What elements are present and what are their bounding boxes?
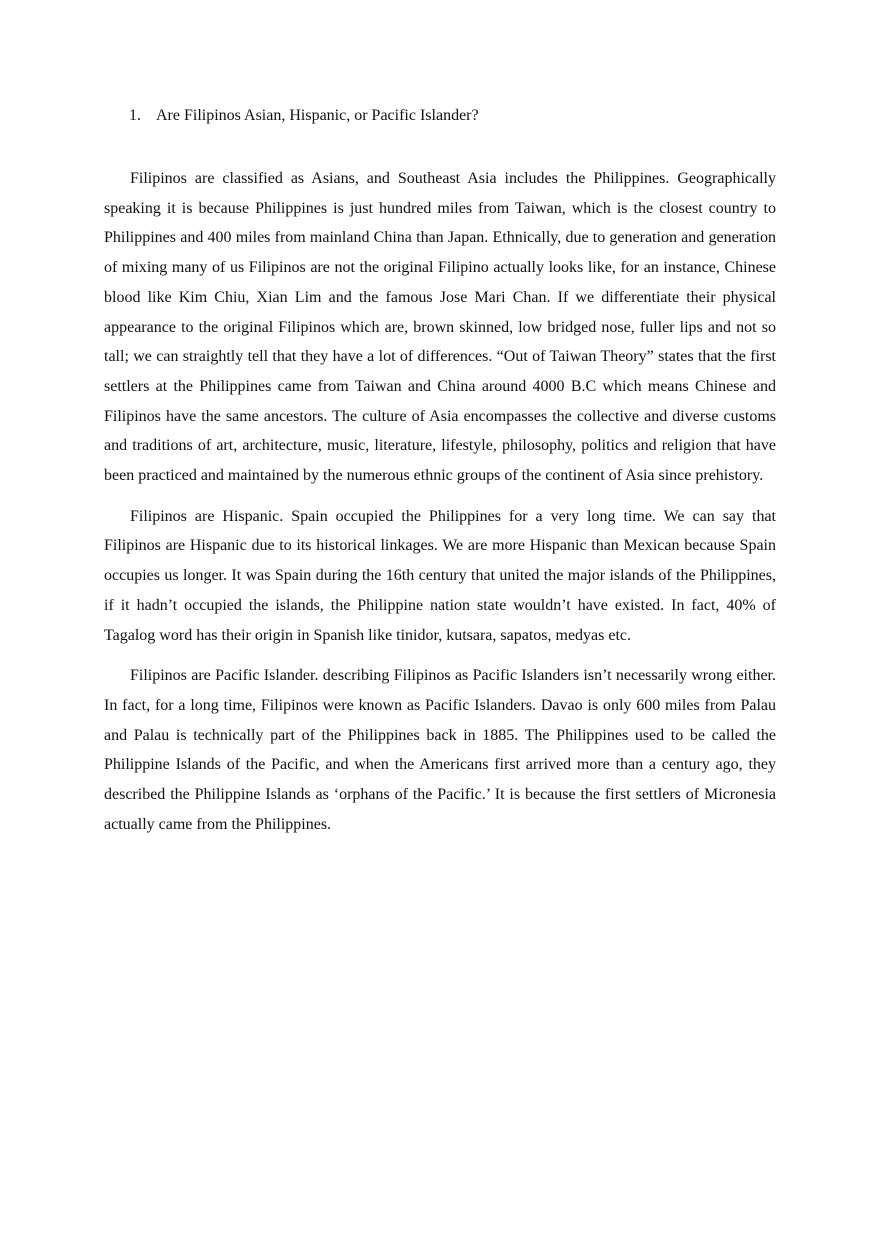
question-text: Are Filipinos Asian, Hispanic, or Pacific Islander? <box>156 107 479 124</box>
paragraph-asian: Filipinos are classified as Asians, and Southeast Asia includes the Philippines. Geographically speaking it is because Philippines is just hundred miles from Taiwan, which is the closest country to Philippines and 400 miles from mainland China than Japan. Ethnically, due to generation and generation of mixing many of us Filipinos are not the original Filipino actually looks like, for an instance, Chinese blood like Kim Chiu, Xian Lim and the famous Jose Mari Chan. If we differentiate their physical appearance to the original Filipinos which are, brown skinned, low bridged nose, fuller lips and not so tall; we can straightly tell that they have a lot of differences. “Out of Taiwan Theory” states that the first settlers at the Philippines came from Taiwan and China around 4000 B.C which means Chinese and Filipinos have the same ancestors. The culture of Asia encompasses the collective and diverse customs and traditions of art, architecture, music, literature, lifestyle, philosophy, politics and religion that have been practiced and maintained by the numerous ethnic groups of the continent of Asia since prehistory. <box>104 170 776 485</box>
paragraph-pacific-islander: Filipinos are Pacific Islander. describing Filipinos as Pacific Islanders isn’t necessarily wrong either. In fact, for a long time, Filipinos were known as Pacific Islanders. Davao is only 600 miles from Palau and Palau is technically part of the Philippines back in 1885. The Philippines used to be called the Philippine Islands of the Pacific, and when the Americans first arrived more than a century ago, they described the Philippine Islands as ‘orphans of the Pacific.’ It is because the first settlers of Micronesia actually came from the Philippines. <box>104 667 776 833</box>
question-heading <box>129 104 776 128</box>
question-number: 1. <box>129 107 141 124</box>
paragraph-hispanic: Filipinos are Hispanic. Spain occupied the Philippines for a very long time. We can say that Filipinos are Hispanic due to its historical linkages. We are more Hispanic than Mexican because Spain occupies us longer. It was Spain during the 16th century that united the major islands of the Philippines, if it hadn’t occupied the islands, the Philippine nation state wouldn’t have existed. In fact, 40% of Tagalog word has their origin in Spanish like tinidor, kutsara, sapatos, medyas etc. <box>104 507 776 644</box>
document-body <box>104 104 776 850</box>
